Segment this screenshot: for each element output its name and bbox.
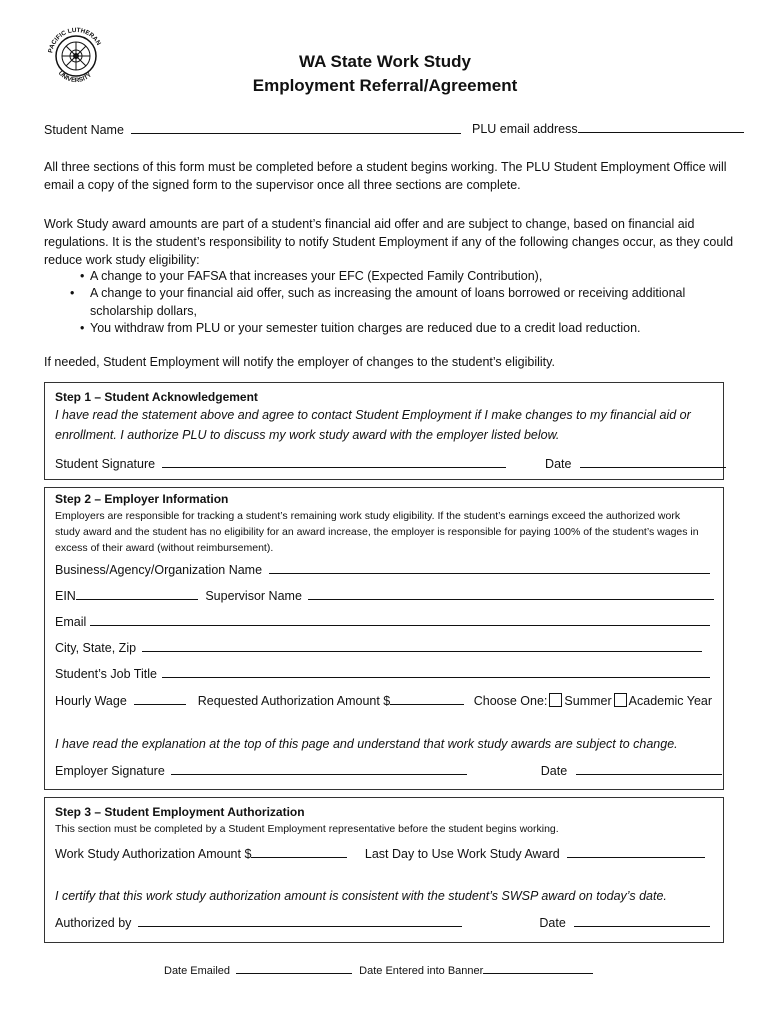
bullet-icon: • <box>80 269 85 283</box>
step1-statement: I have read the statement above and agree to contact Student Employment if I make changes to my financial aid or enrollment. I authorize PLU to discuss my work study award with the employer listed below. <box>55 408 691 442</box>
step3-date-label: Date <box>539 916 566 930</box>
city-state-zip-row <box>55 639 702 655</box>
step3-heading: Step 3 – Student Employment Authorization <box>55 805 305 819</box>
business-name-field[interactable] <box>269 561 710 574</box>
date-entered-label: Date Entered into Banner <box>359 965 484 977</box>
step1-heading: Step 1 – Student Acknowledgement <box>55 390 258 404</box>
step2-statement: I have read the explanation at the top of this page and understand that work study awards are subject to change. <box>55 737 678 751</box>
job-title-field[interactable] <box>162 665 710 678</box>
student-name-row <box>44 121 461 137</box>
job-title-label: Student’s Job Title <box>55 667 157 681</box>
ein-supervisor-row <box>55 587 714 603</box>
wage-authorization-row <box>55 692 712 708</box>
date-emailed-field[interactable] <box>236 963 352 974</box>
student-signature-row <box>55 455 726 471</box>
intro-paragraph-3: If needed, Student Employment will notify the employer of changes to the student’s eligibility. <box>44 355 555 369</box>
employer-signature-row <box>55 762 722 778</box>
svg-text:UNIVERSITY: UNIVERSITY <box>56 69 94 85</box>
authorized-by-label: Authorized by <box>55 916 132 930</box>
supervisor-name-label: Supervisor Name <box>205 589 302 603</box>
authorized-by-row <box>55 914 710 930</box>
bullet-icon: • <box>70 286 75 300</box>
city-state-zip-label: City, State, Zip <box>55 641 137 655</box>
plu-email-field[interactable] <box>578 120 744 133</box>
step2-note: Employers are responsible for tracking a student’s remaining work study eligibility. If the student’s earnings exceed the authorized work study award and the student has no eligibility for an award increase, the employer is responsible for paying 100% of the student’s wages in excess of their award (without reimbursement). <box>55 510 699 554</box>
summer-checkbox[interactable] <box>549 693 562 707</box>
employer-email-field[interactable] <box>90 613 710 626</box>
svg-text:PACIFIC LUTHERAN: PACIFIC LUTHERAN <box>47 26 103 54</box>
plu-email-row <box>472 120 744 136</box>
employer-email-label: Email <box>55 615 87 629</box>
date-emailed-label: Date Emailed <box>164 965 231 977</box>
city-state-zip-field[interactable] <box>142 639 702 652</box>
step3-date-field[interactable] <box>574 914 710 927</box>
student-signature-label: Student Signature <box>55 457 156 471</box>
list-item: • A change to your financial aid offer, such as increasing the amount of loans borrowed or receiving additional scholarship dollars, <box>70 286 686 318</box>
employer-date-label: Date <box>540 764 568 778</box>
form-title-block <box>0 50 770 98</box>
step2-section <box>44 487 724 790</box>
step1-section <box>44 382 724 480</box>
step3-statement: I certify that this work study authorization amount is consistent with the student’s SWSP award on today’s date. <box>55 889 667 903</box>
intro-paragraph-1: All three sections of this form must be completed before a student begins working. The PLU Student Employment Office will email a copy of the signed form to the supervisor once all three sections are complete. <box>44 160 727 192</box>
choose-one-label: Choose One: <box>473 694 548 708</box>
student-name-field[interactable] <box>131 121 461 134</box>
auth-amount-field[interactable] <box>390 692 464 705</box>
authorization-amount-label: Work Study Authorization Amount $ <box>55 847 252 861</box>
plu-email-label: PLU email address <box>472 122 578 136</box>
employer-email-row <box>55 613 710 629</box>
form-title: WA State Work Study <box>299 52 471 71</box>
intro-paragraph-2: Work Study award amounts are part of a student’s financial aid offer and are subject to change, based on financial aid regulations. It is the student’s responsibility to notify Student Employment if any of the following changes occur, as they could reduce work study eligibility: <box>44 217 734 267</box>
step3-note: This section must be completed by a Student Employment representative before the student begins working. <box>55 823 559 835</box>
step2-heading: Step 2 – Employer Information <box>55 492 229 506</box>
last-day-label: Last Day to Use Work Study Award <box>364 847 560 861</box>
job-title-row <box>55 665 710 681</box>
authorization-amount-row <box>55 845 705 861</box>
hourly-wage-label: Hourly Wage <box>55 694 127 708</box>
student-date-field[interactable] <box>580 455 726 468</box>
last-day-field[interactable] <box>567 845 705 858</box>
supervisor-name-field[interactable] <box>308 587 714 600</box>
academic-year-label: Academic Year <box>628 694 713 708</box>
summer-label: Summer <box>564 694 612 708</box>
authorization-amount-field[interactable] <box>251 845 347 858</box>
ein-field[interactable] <box>76 587 198 600</box>
student-name-label: Student Name <box>44 123 124 137</box>
ein-label: EIN <box>55 589 76 603</box>
step3-section <box>44 797 724 943</box>
business-name-label: Business/Agency/Organization Name <box>55 563 263 577</box>
auth-amount-label: Requested Authorization Amount $ <box>197 694 391 708</box>
office-use-footer <box>164 963 593 977</box>
business-name-row <box>55 561 710 577</box>
form-subtitle: Employment Referral/Agreement <box>252 76 518 95</box>
academic-year-checkbox[interactable] <box>614 693 627 707</box>
student-date-label: Date <box>545 457 572 471</box>
student-signature-field[interactable] <box>162 455 506 468</box>
employer-signature-field[interactable] <box>171 762 467 775</box>
authorized-by-field[interactable] <box>138 914 462 927</box>
list-item: • A change to your FAFSA that increases your EFC (Expected Family Contribution), <box>80 269 543 283</box>
employer-signature-label: Employer Signature <box>55 764 165 778</box>
hourly-wage-field[interactable] <box>134 692 186 705</box>
employer-date-field[interactable] <box>576 762 722 775</box>
list-item: • You withdraw from PLU or your semester tuition charges are reduced due to a credit load reduction. <box>80 321 641 335</box>
bullet-icon: • <box>80 321 85 335</box>
date-entered-field[interactable] <box>483 963 593 974</box>
